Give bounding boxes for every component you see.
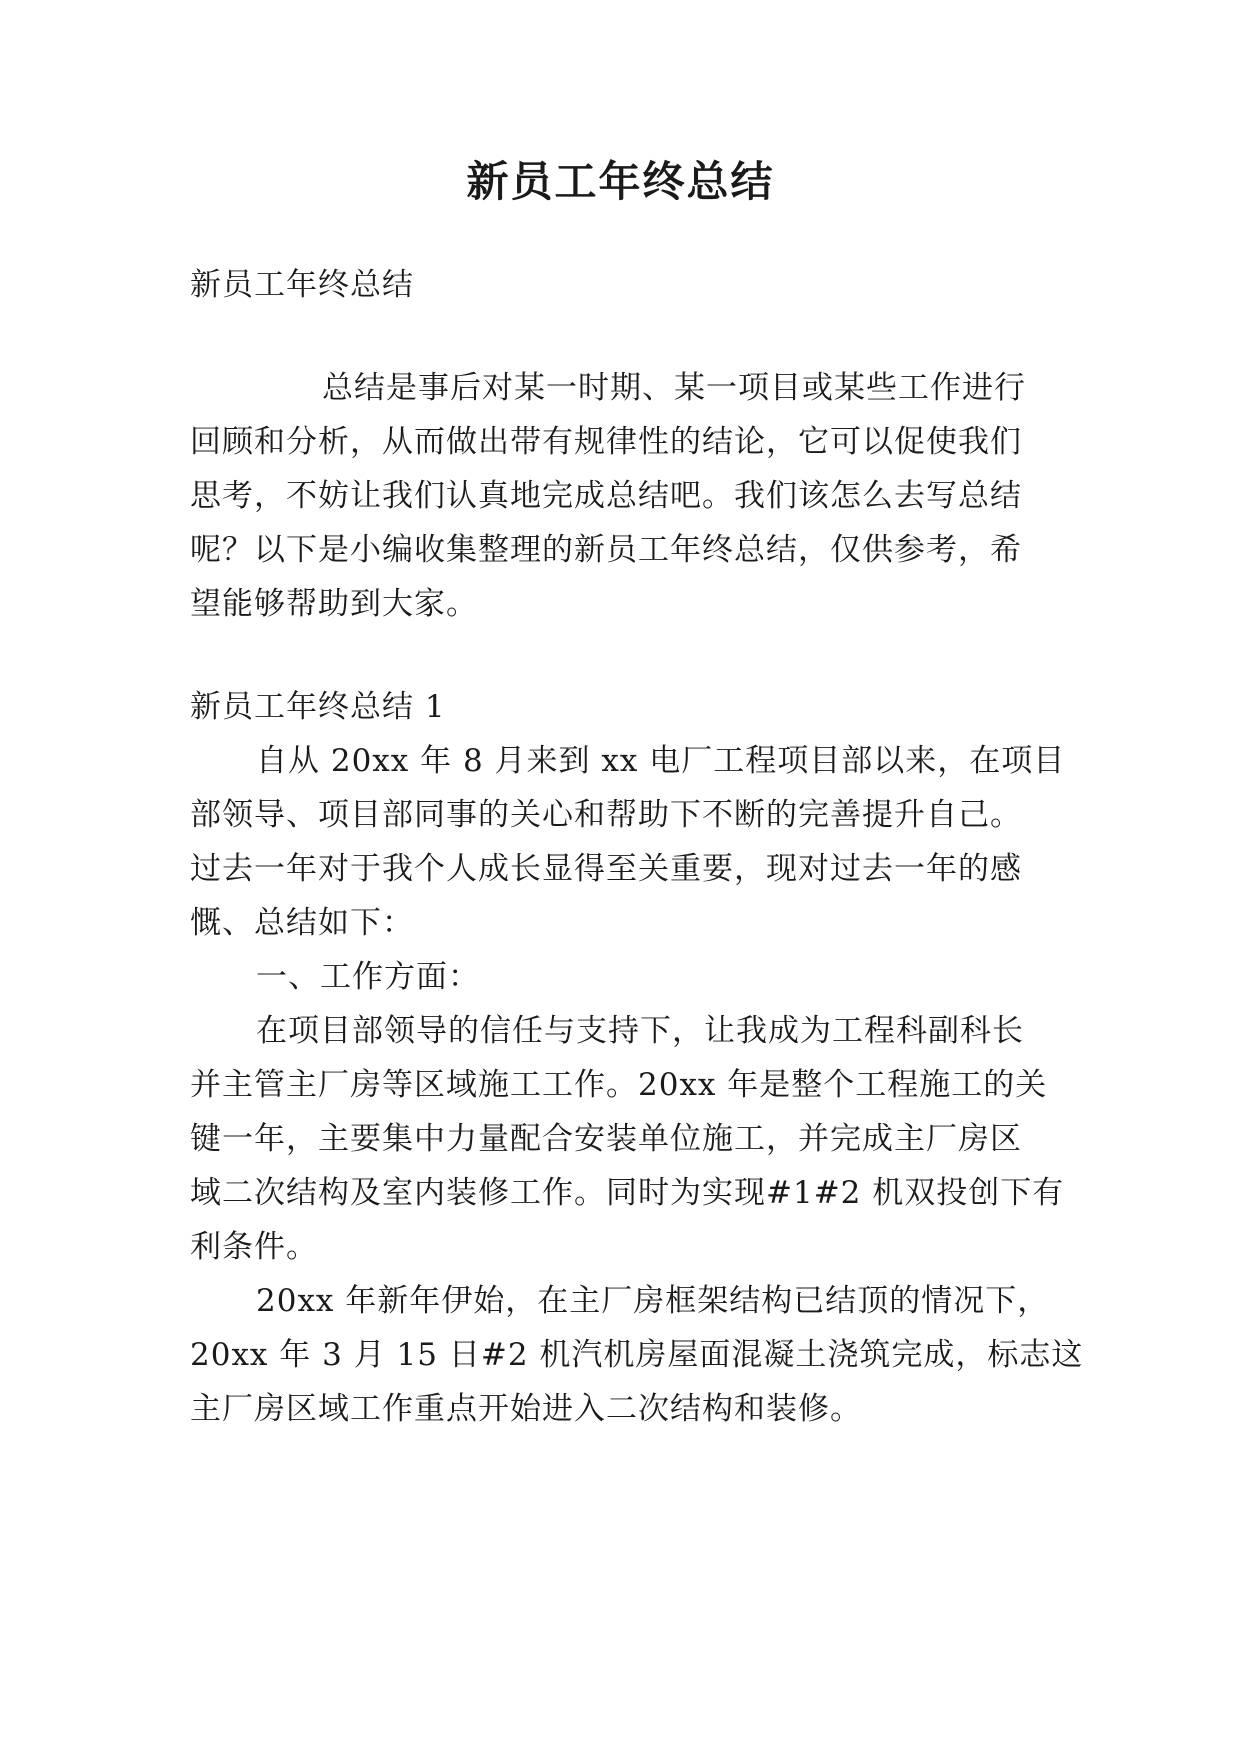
paragraph-line: 慨、总结如下：	[190, 905, 414, 941]
intro-line: 思考，不妨让我们认真地完成总结吧。我们该怎么去写总结	[190, 478, 1022, 514]
intro-line: 总结是事后对某一时期、某一项目或某些工作进行	[322, 370, 1026, 406]
paragraph-line: 键一年，主要集中力量配合安装单位施工，并完成主厂房区	[190, 1121, 1022, 1157]
paragraph-line: 20xx 年 3 月 15 日#2 机汽机房屋面混凝土浇筑完成，标志这	[190, 1337, 1084, 1373]
intro-line: 望能够帮助到大家。	[190, 586, 478, 622]
paragraph-line: 20xx 年新年伊始，在主厂房框架结构已结顶的情况下，	[256, 1283, 1050, 1319]
section-heading: 新员工年终总结 1	[190, 689, 446, 725]
paragraph-line: 利条件。	[190, 1229, 318, 1265]
document-subtitle: 新员工年终总结	[190, 267, 414, 303]
paragraph-line: 主厂房区域工作重点开始进入二次结构和装修。	[190, 1391, 862, 1427]
paragraph-line: 在项目部领导的信任与支持下，让我成为工程科副科长	[256, 1013, 1024, 1049]
paragraph-line: 过去一年对于我个人成长显得至关重要，现对过去一年的感	[190, 851, 1022, 887]
paragraph-line: 自从 20xx 年 8 月来到 xx 电厂工程项目部以来，在项目	[256, 743, 1066, 779]
intro-line: 回顾和分析，从而做出带有规律性的结论，它可以促使我们	[190, 424, 1022, 460]
subheading: 一、工作方面：	[256, 959, 480, 995]
paragraph-line: 部领导、项目部同事的关心和帮助下不断的完善提升自己。	[190, 797, 1022, 833]
page-title: 新员工年终总结	[466, 157, 775, 206]
paragraph-line: 并主管主厂房等区域施工工作。20xx 年是整个工程施工的关	[190, 1067, 1048, 1103]
intro-line: 呢？以下是小编收集整理的新员工年终总结，仅供参考，希	[190, 532, 1022, 568]
paragraph-line: 域二次结构及室内装修工作。同时为实现#1#2 机双投创下有	[190, 1175, 1065, 1211]
